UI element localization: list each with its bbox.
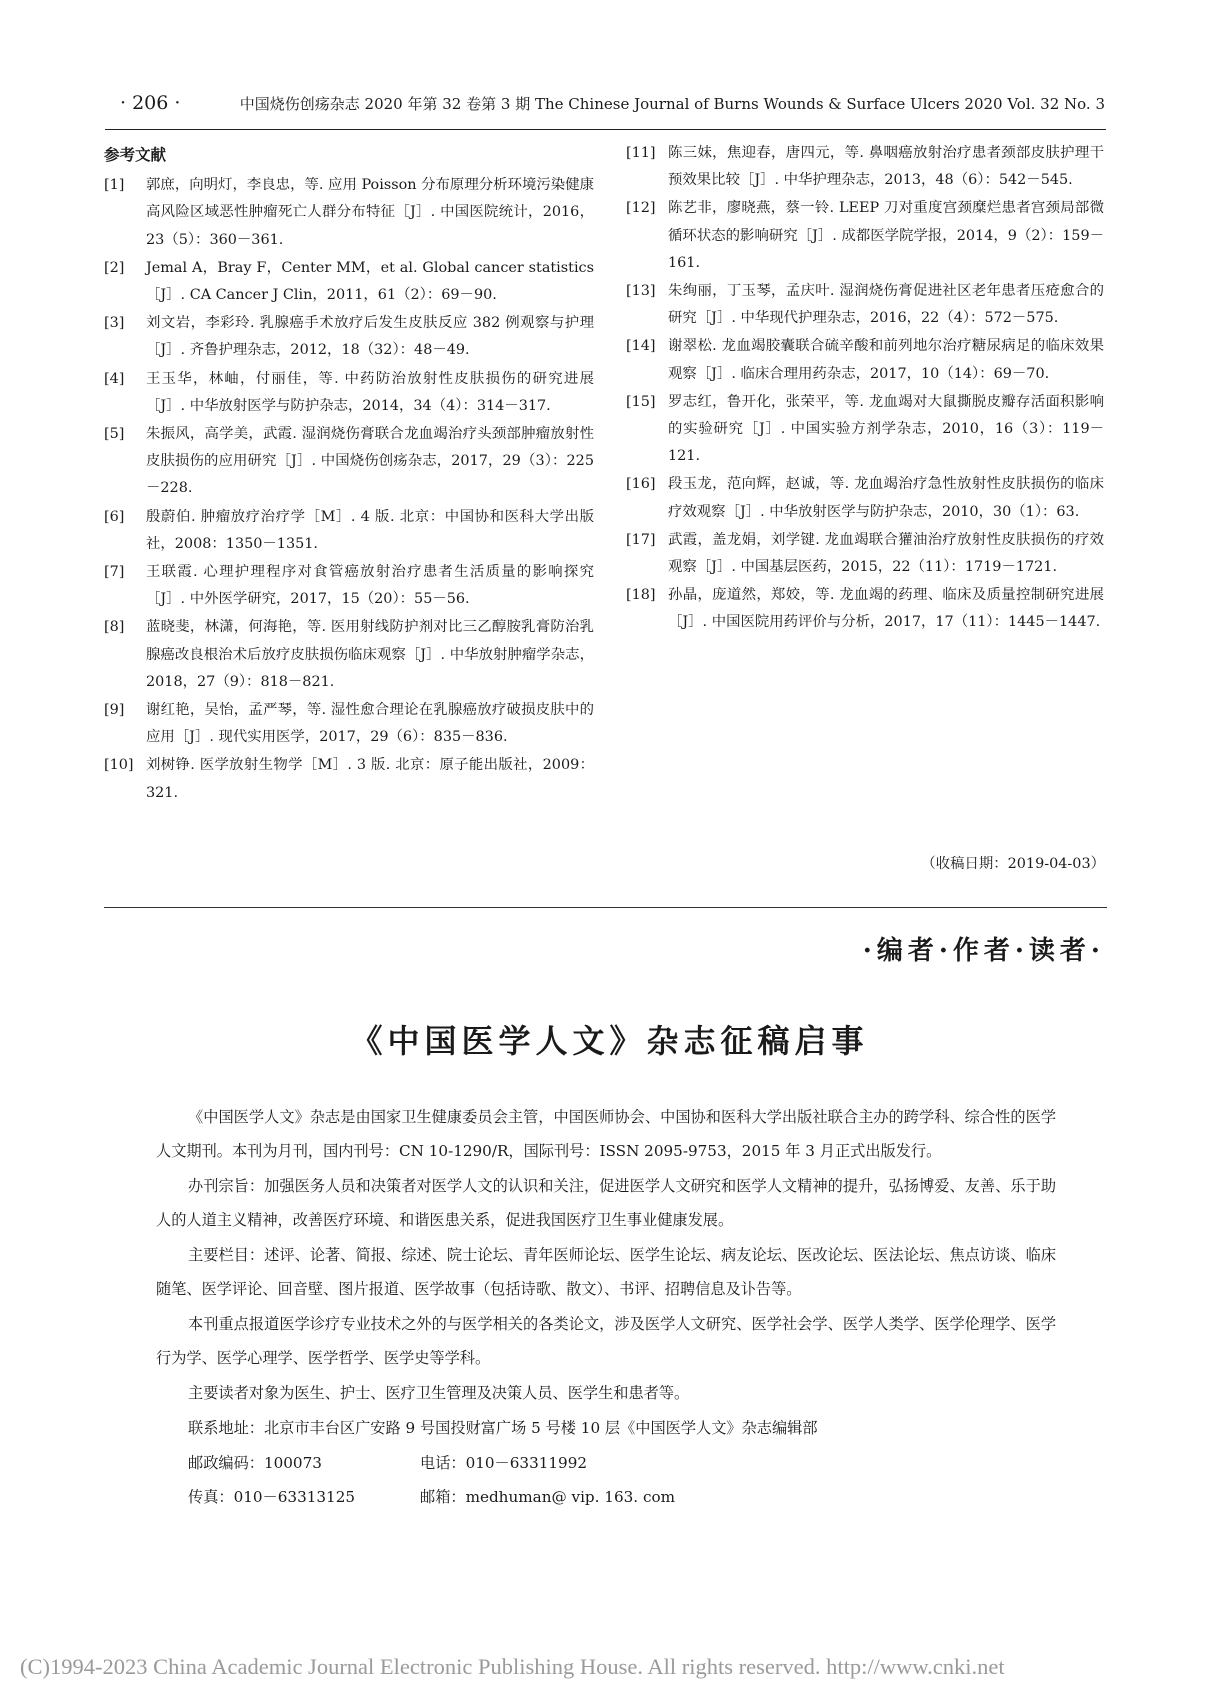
running-head: 中国烧伤创疡杂志 2020 年第 32 卷第 3 期 The Chinese Journal of Burns Wounds & Surface Ulcers 2020 Vol. 32 No. 3 (239, 95, 1105, 113)
contact-row-postcode-phone (156, 1446, 1056, 1480)
contact-row-fax-email (156, 1480, 1056, 1514)
reference-text: 陈三妹，焦迎春，唐四元，等. 鼻咽癌放射治疗患者颈部皮肤护理干预效果比较［J］. 中华护理杂志，2013，48（6）：542－545. (668, 145, 1104, 189)
reference-number: [10] (104, 757, 134, 774)
reference-number: [17] (626, 531, 656, 548)
reference-text: 朱绚丽，丁玉琴，孟庆叶. 湿润烧伤膏促进社区老年患者压疮愈合的研究［J］. 中华现代护理杂志，2016，22（4）：572－575. (668, 283, 1104, 327)
reference-text: 谢翠松. 龙血竭胶囊联合硫辛酸和前列地尔治疗糖尿病足的临床效果观察［J］. 临床合理用药杂志，2017，10（14）：69－70. (668, 338, 1104, 382)
reference-text: 郭庶，向明灯，李良忠，等. 应用 Poisson 分布原理分析环境污染健康高风险区域恶性肿瘤死亡人群分布特征［J］. 中国医院统计，2016，23（5）：360－361. (146, 177, 594, 248)
contact-email: 邮箱：medhuman@ vip. 163. com (420, 1488, 675, 1506)
reference-text: 孙晶，庞道然，郑姣，等. 龙血竭的药理、临床及质量控制研究进展［J］. 中国医院用药评价与分析，2017，17（11）：1445－1447. (668, 587, 1104, 631)
reference-item (104, 255, 594, 309)
reference-item (626, 527, 1104, 581)
reference-text: 王玉华，林岫，付丽佳，等. 中药防治放射性皮肤损伤的研究进展［J］. 中华放射医学与防护杂志，2014，34（4）：314－317. (146, 370, 594, 414)
reference-item (104, 504, 594, 558)
notice-paragraph: 本刊重点报道医学诊疗专业技术之外的与医学相关的各类论文，涉及医学人文研究、医学社会学、医学人类学、医学伦理学、医学行为学、医学心理学、医学哲学、医学史等学科。 (156, 1315, 1056, 1367)
notice-title: 《中国医学人文》杂志征稿启事 (350, 1022, 869, 1060)
section-divider (104, 907, 1107, 908)
reference-item (626, 582, 1104, 636)
reference-number: [4] (104, 370, 125, 387)
reference-number: [14] (626, 338, 656, 355)
reference-text: 王联霞. 心理护理程序对食管癌放射治疗患者生活质量的影响探究［J］. 中外医学研究，2017，15（20）：55－56. (146, 564, 594, 608)
reference-number: [11] (626, 145, 656, 161)
reference-text: 罗志红，鲁开化，张荣平，等. 龙血竭对大鼠撕脱皮瓣存活面积影响的实验研究［J］. 中国实验方剂学杂志，2010，16（3）：119－121. (668, 393, 1104, 465)
reference-number: [8] (104, 619, 125, 636)
reference-text: 段玉龙，范向辉，赵诚，等. 龙血竭治疗急性放射性皮肤损伤的临床疗效观察［J］. 中华放射医学与防护杂志，2010，30（1）：63. (668, 476, 1104, 520)
reference-item (626, 471, 1104, 525)
reference-number: [9] (104, 702, 125, 719)
reference-item (626, 278, 1104, 332)
reference-text: 朱振风，高学美，武霞. 湿润烧伤膏联合龙血竭治疗头颈部肿瘤放射性皮肤损伤的应用研究［J］. 中国烧伤创疡杂志，2017，29（3）：225－228. (146, 426, 594, 497)
references-right-column (626, 140, 1104, 638)
notice-paragraph: 《中国医学人文》杂志是由国家卫生健康委员会主管，中国医师协会、中国协和医科大学出版社联合主办的跨学科、综合性的医学人文期刊。本刊为月刊，国内刊号：CN 10-1290/R，国际刊号：ISSN 2095-9753，2015 年 3 月正式出版发行。 (156, 1108, 1056, 1160)
reference-text: 殷蔚伯. 肿瘤放疗治疗学［M］. 4 版. 北京：中国协和医科大学出版社，2008：1350－1351. (146, 508, 594, 552)
notice-paragraph: 办刊宗旨：加强医务人员和决策者对医学人文的认识和关注，促进医学人文研究和医学人文精神的提升，弘扬博爱、友善、乐于助人的人道主义精神，改善医疗环境、和谐医患关系，促进我国医疗卫生事业健康发展。 (156, 1177, 1056, 1229)
reference-number: [2] (104, 259, 125, 276)
notice-paragraph: 主要栏目：述评、论著、简报、综述、院士论坛、青年医师论坛、医学生论坛、病友论坛、医改论坛、医法论坛、焦点访谈、临床随笔、医学评论、回音壁、图片报道、医学故事（包括诗歌、散文）、书评、招聘信息及讣告等。 (156, 1246, 1056, 1298)
page-number: · 206 · (120, 92, 181, 114)
reference-number: [5] (104, 426, 125, 443)
reference-item (104, 310, 594, 364)
reference-item (104, 752, 594, 806)
references-left-column (104, 140, 594, 808)
reference-number: [15] (626, 393, 656, 410)
reference-text: 刘文岩，李彩玲. 乳腺癌手术放疗后发生皮肤反应 382 例观察与护理［J］. 齐鲁护理杂志，2012，18（32）：48－49. (146, 315, 594, 359)
reference-text: 谢红艳，吴怡，孟严琴，等. 湿性愈合理论在乳腺癌放疗破损皮肤中的应用［J］. 现代实用医学，2017，29（6）：835－836. (146, 702, 594, 746)
reference-number: [1] (104, 177, 125, 194)
reference-item (104, 172, 594, 254)
reference-number: [7] (104, 564, 125, 581)
reference-text: 武霞，盖龙娟，刘学键. 龙血竭联合獾油治疗放射性皮肤损伤的疗效观察［J］. 中国基层医药，2015，22（11）：1719－1721. (668, 531, 1104, 576)
reference-item (626, 333, 1104, 387)
reference-number: [12] (626, 200, 656, 217)
reference-item (104, 697, 594, 751)
notice-paragraph: 主要读者对象为医生、护士、医疗卫生管理及决策人员、医学生和患者等。 (188, 1384, 690, 1402)
reference-number: [18] (626, 587, 656, 604)
reference-text: Jemal A，Bray F，Center MM，et al. Global cancer statistics［J］. CA Cancer J Clin，2011，61（2）：69－90. (146, 259, 594, 304)
references-title: 参考文献 (104, 146, 167, 164)
reference-item (626, 389, 1104, 471)
reference-text: 陈艺非，廖晓燕，蔡一铃. LEEP 刀对重度宫颈糜烂患者宫颈局部微循环状态的影响研究［J］. 成都医学院学报，2014，9（2）：159－161. (668, 200, 1104, 271)
header-rule (105, 129, 1106, 130)
reference-item (104, 559, 594, 613)
contact-address: 联系地址：北京市丰台区广安路 9 号国投财富广场 5 号楼 10 层《中国医学人文》杂志编辑部 (188, 1419, 818, 1437)
contact-postcode: 邮政编码：100073 (188, 1454, 322, 1472)
reference-number: [16] (626, 476, 656, 493)
call-for-papers-notice (156, 1100, 1056, 1514)
reference-text: 刘树铮. 医学放射生物学［M］. 3 版. 北京：原子能出版社，2009：321. (146, 757, 594, 801)
reference-item (104, 366, 594, 420)
contact-phone: 电话：010－63311992 (420, 1454, 588, 1472)
column-label: ·编者·作者·读者· (862, 936, 1105, 966)
reference-item (626, 195, 1104, 277)
reference-item (104, 421, 594, 503)
contact-fax: 传真：010－63313125 (188, 1488, 356, 1506)
reference-number: [6] (104, 508, 125, 525)
reference-text: 蓝晓斐，林潇，何海艳，等. 医用射线防护剂对比三乙醇胺乳膏防治乳腺癌改良根治术后放疗皮肤损伤临床观察［J］. 中华放射肿瘤学杂志，2018，27（9）：818－821. (146, 619, 594, 690)
reference-item (104, 614, 594, 696)
reference-number: [13] (626, 283, 656, 300)
reference-number: [3] (104, 315, 125, 332)
copyright-notice: (C)1994-2023 China Academic Journal Electronic Publishing House. All rights reserved. http://www.cnki.net (20, 1654, 1005, 1679)
page-header (120, 88, 1105, 120)
reference-item (626, 140, 1104, 194)
received-date: （收稿日期：2019-04-03） (921, 856, 1105, 872)
